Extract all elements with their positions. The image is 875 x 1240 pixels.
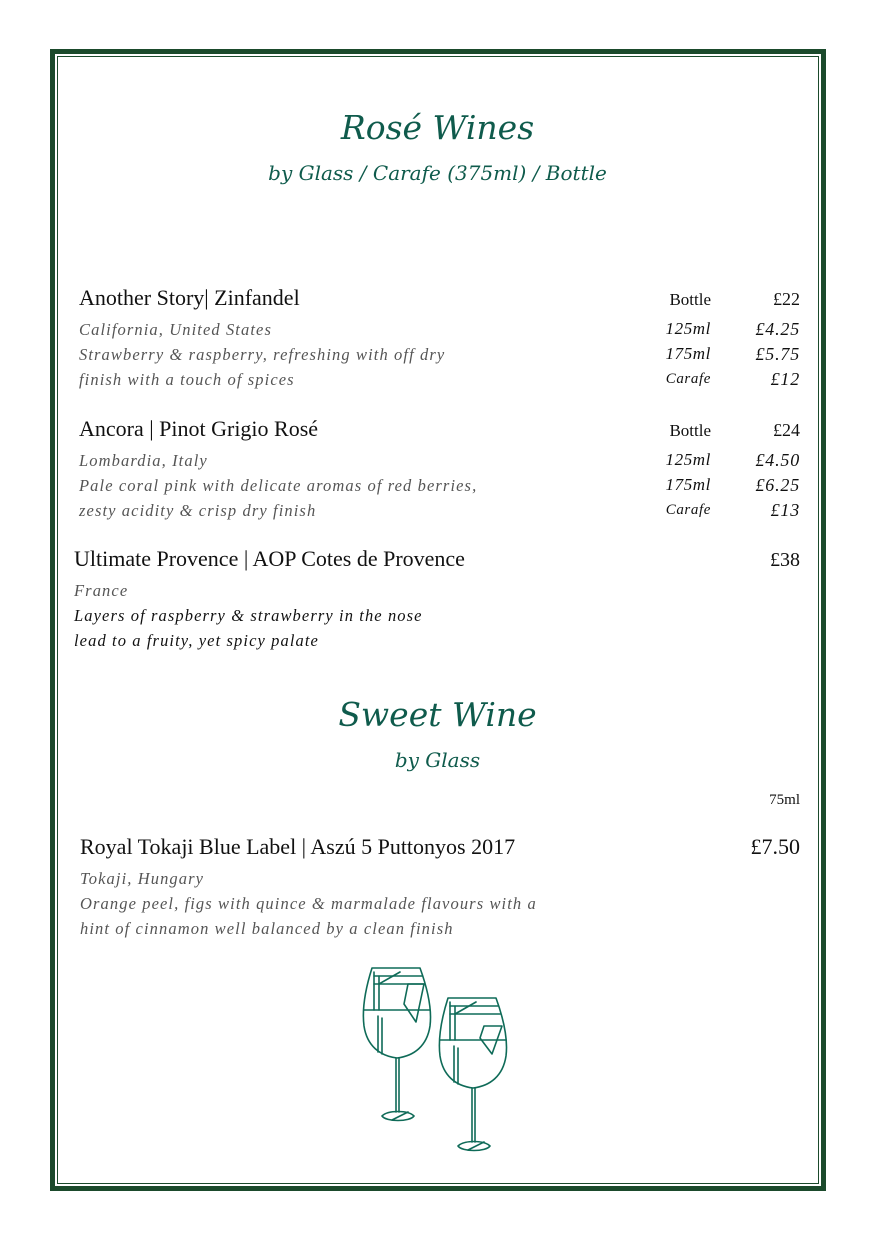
wine-description-line-2: finish with a touch of spices <box>79 370 295 389</box>
glass-price: £7.50 <box>750 834 800 859</box>
bottle-price: £38 <box>770 549 800 571</box>
glass-125ml-price: £4.25 <box>755 319 800 339</box>
wine-description-line-1: Layers of raspberry & strawberry in the nose <box>74 606 423 625</box>
wine-name: Royal Tokaji Blue Label | Aszú 5 Puttonyos 2017 <box>80 834 516 859</box>
wine-name: Another Story| Zinfandel <box>79 285 300 310</box>
wine-description-line-1: Orange peel, figs with quince & marmalade flavours with a <box>80 894 537 913</box>
bottle-label: Bottle <box>669 290 711 309</box>
wine-glasses-icon <box>352 962 522 1162</box>
glass-175ml-label: 175ml <box>665 344 711 363</box>
left-wine-glass <box>363 968 430 1121</box>
bottle-label: Bottle <box>669 421 711 440</box>
wine-region: Lombardia, Italy <box>79 451 208 470</box>
glass-125ml-price: £4.50 <box>755 450 800 470</box>
wine-description-line-2: lead to a fruity, yet spicy palate <box>74 631 319 650</box>
glass-175ml-price: £6.25 <box>755 475 800 495</box>
wine-description-line-1: Pale coral pink with delicate aromas of red berries, <box>79 476 478 495</box>
glass-125ml-label: 125ml <box>665 319 711 338</box>
wine-region: California, United States <box>79 320 272 339</box>
rose-section-subtitle: by Glass / Carafe (375ml) / Bottle <box>268 161 607 185</box>
wine-region: Tokaji, Hungary <box>80 869 205 888</box>
glass-175ml-price: £5.75 <box>755 344 800 364</box>
right-wine-glass <box>439 998 506 1151</box>
serving-size-label: 75ml <box>769 792 800 808</box>
sweet-section-subtitle: by Glass <box>394 748 481 772</box>
wine-name: Ultimate Provence | AOP Cotes de Provence <box>74 546 465 571</box>
sweet-section-title: Sweet Wine <box>338 695 537 734</box>
bottle-price: £24 <box>773 420 800 440</box>
bottle-price: £22 <box>773 289 800 309</box>
carafe-price: £13 <box>770 500 800 520</box>
glass-125ml-label: 125ml <box>665 450 711 469</box>
glass-175ml-label: 175ml <box>665 475 711 494</box>
rose-section-title: Rosé Wines <box>340 108 535 147</box>
wine-region: France <box>74 581 129 600</box>
wine-description-line-2: zesty acidity & crisp dry finish <box>79 501 317 520</box>
carafe-label: Carafe <box>665 502 711 518</box>
carafe-price: £12 <box>770 369 800 389</box>
wine-description-line-1: Strawberry & raspberry, refreshing with off dry <box>79 345 446 364</box>
wine-description-line-2: hint of cinnamon well balanced by a clean finish <box>80 919 454 938</box>
carafe-label: Carafe <box>665 371 711 387</box>
wine-name: Ancora | Pinot Grigio Rosé <box>79 416 319 441</box>
